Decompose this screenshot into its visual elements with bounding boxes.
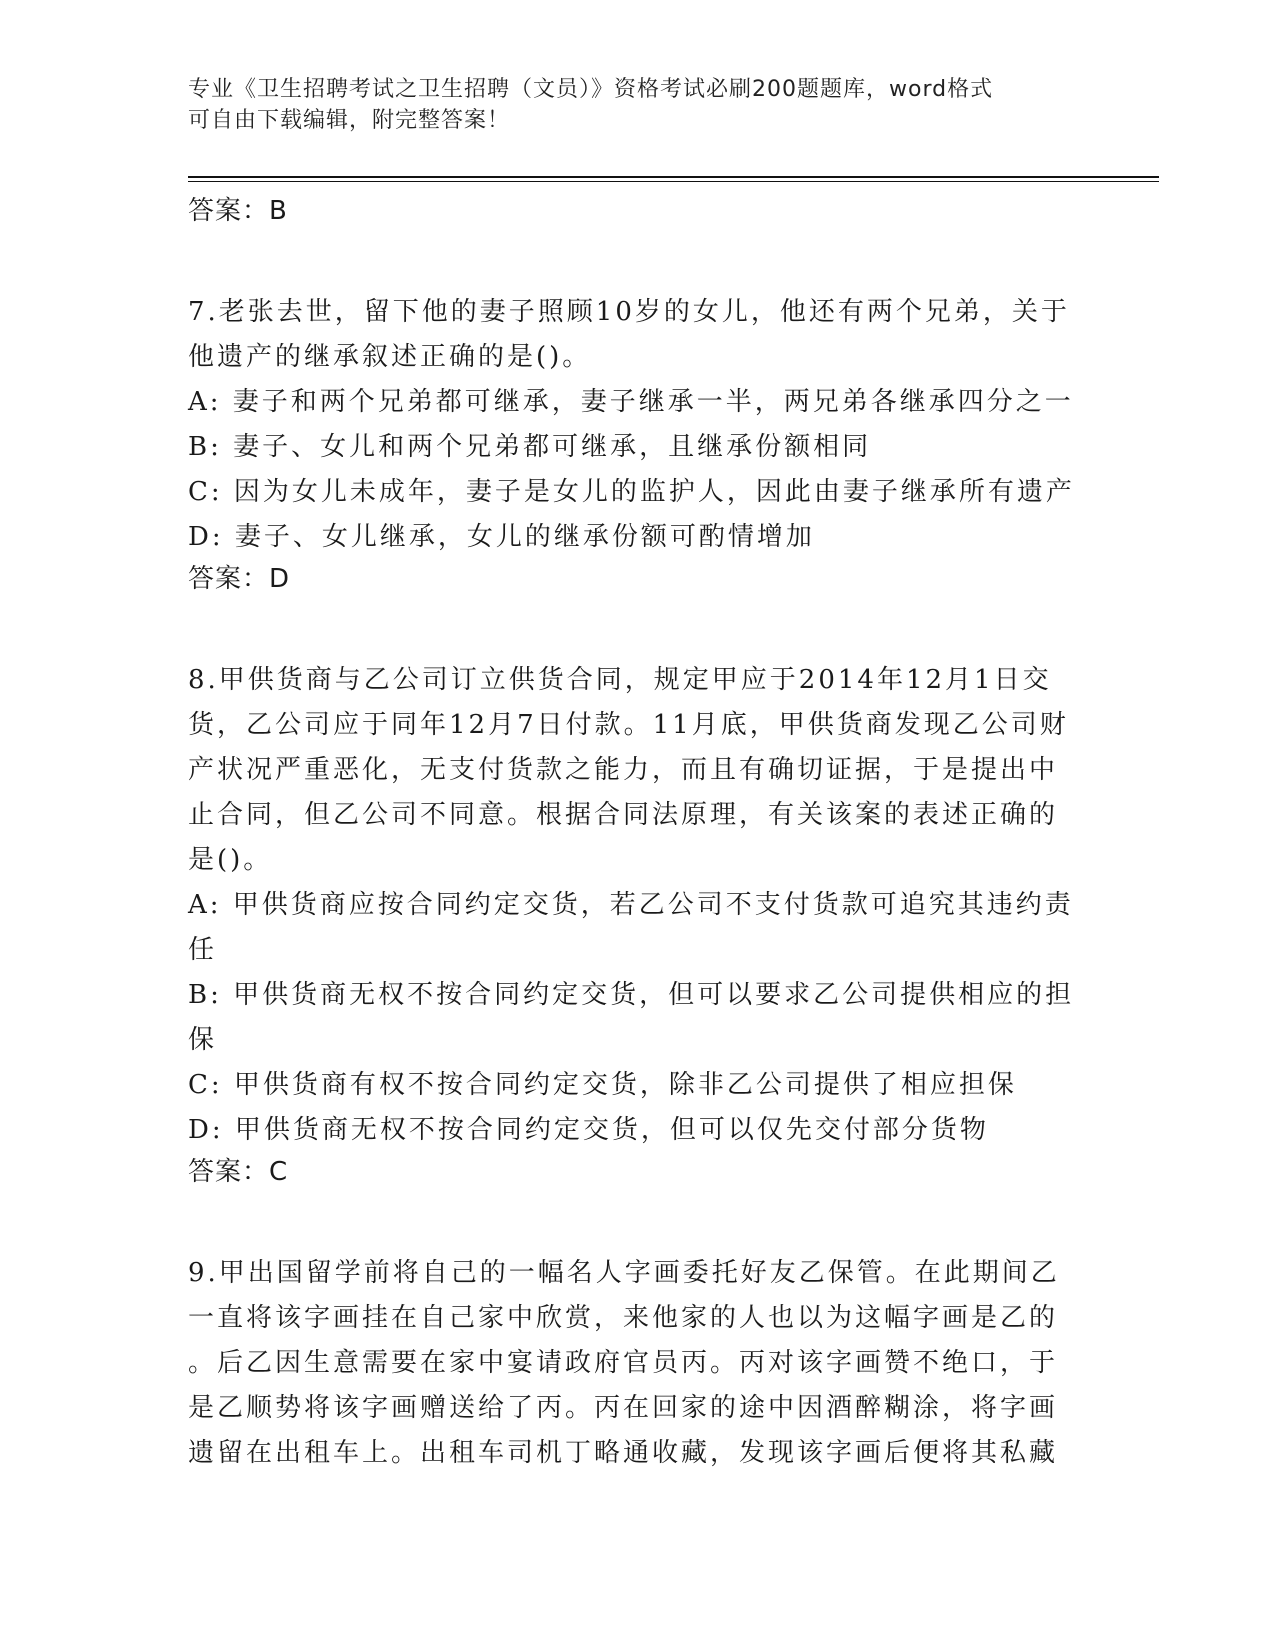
question-text-line: 止合同，但乙公司不同意。根据合同法原理，有关该案的表述正确的 <box>188 800 1059 830</box>
question-text-line: 。后乙因生意需要在家中宴请政府官员丙。丙对该字画赞不绝口，于 <box>188 1348 1059 1378</box>
header-divider <box>188 176 1159 178</box>
document-body <box>188 192 1088 1476</box>
spacer <box>188 1191 1088 1251</box>
option-b-continued: 保 <box>188 1025 218 1055</box>
question-text-line: 是()。 <box>188 845 273 875</box>
option-c: C: 因为女儿未成年，妻子是女儿的监护人，因此由妻子继承所有遗产 <box>188 477 1075 507</box>
option-d: D: 妻子、女儿继承，女儿的继承份额可酌情增加 <box>188 522 815 552</box>
option-a: A: 妻子和两个兄弟都可继承，妻子继承一半，两兄弟各继承四分之一 <box>188 387 1074 417</box>
spacer <box>188 598 1088 658</box>
question-text-line: 他遗产的继承叙述正确的是()。 <box>188 342 592 372</box>
question-text-line: 7.老张去世，留下他的妻子照顾10岁的女儿，他还有两个兄弟，关于 <box>188 297 1070 327</box>
question-text-line: 9.甲出国留学前将自己的一幅名人字画委托好友乙保管。在此期间乙 <box>188 1258 1060 1288</box>
answer-line: 答案：B <box>188 196 288 226</box>
header-line: 可自由下载编辑，附完整答案！ <box>188 108 511 133</box>
option-b: B: 妻子、女儿和两个兄弟都可继承，且继承份额相同 <box>188 432 872 462</box>
option-a: A: 甲供货商应按合同约定交货，若乙公司不支付货款可追究其违约责 <box>188 890 1074 920</box>
option-c: C: 甲供货商有权不按合同约定交货，除非乙公司提供了相应担保 <box>188 1070 1017 1100</box>
option-a-continued: 任 <box>188 935 218 965</box>
question-text-line: 遗留在出租车上。出租车司机丁略通收藏，发现该字画后便将其私藏 <box>188 1438 1059 1468</box>
question-text-line: 是乙顺势将该字画赠送给了丙。丙在回家的途中因酒醉糊涂，将字画 <box>188 1393 1059 1423</box>
question-block <box>188 658 1088 1191</box>
answer-line: 答案：C <box>188 1157 289 1187</box>
question-text-line: 产状况严重恶化，无支付货款之能力，而且有确切证据，于是提出中 <box>188 755 1059 785</box>
question-text-line: 一直将该字画挂在自己家中欣赏，来他家的人也以为这幅字画是乙的 <box>188 1303 1059 1333</box>
question-block <box>188 290 1088 598</box>
option-d: D: 甲供货商无权不按合同约定交货，但可以仅先交付部分货物 <box>188 1115 989 1145</box>
option-b: B: 甲供货商无权不按合同约定交货，但可以要求乙公司提供相应的担 <box>188 980 1075 1010</box>
question-text-line: 货，乙公司应于同年12月7日付款。11月底，甲供货商发现乙公司财 <box>188 710 1069 740</box>
header-divider-thin <box>188 181 1159 182</box>
page-header <box>188 74 1068 136</box>
question-block <box>188 1251 1088 1476</box>
header-line: 专业《卫生招聘考试之卫生招聘（文员）》资格考试必刷200题题库，word格式 <box>188 77 994 102</box>
spacer <box>188 230 1088 290</box>
answer-line: 答案：D <box>188 564 291 594</box>
question-text-line: 8.甲供货商与乙公司订立供货合同，规定甲应于2014年12月1日交 <box>188 665 1052 695</box>
